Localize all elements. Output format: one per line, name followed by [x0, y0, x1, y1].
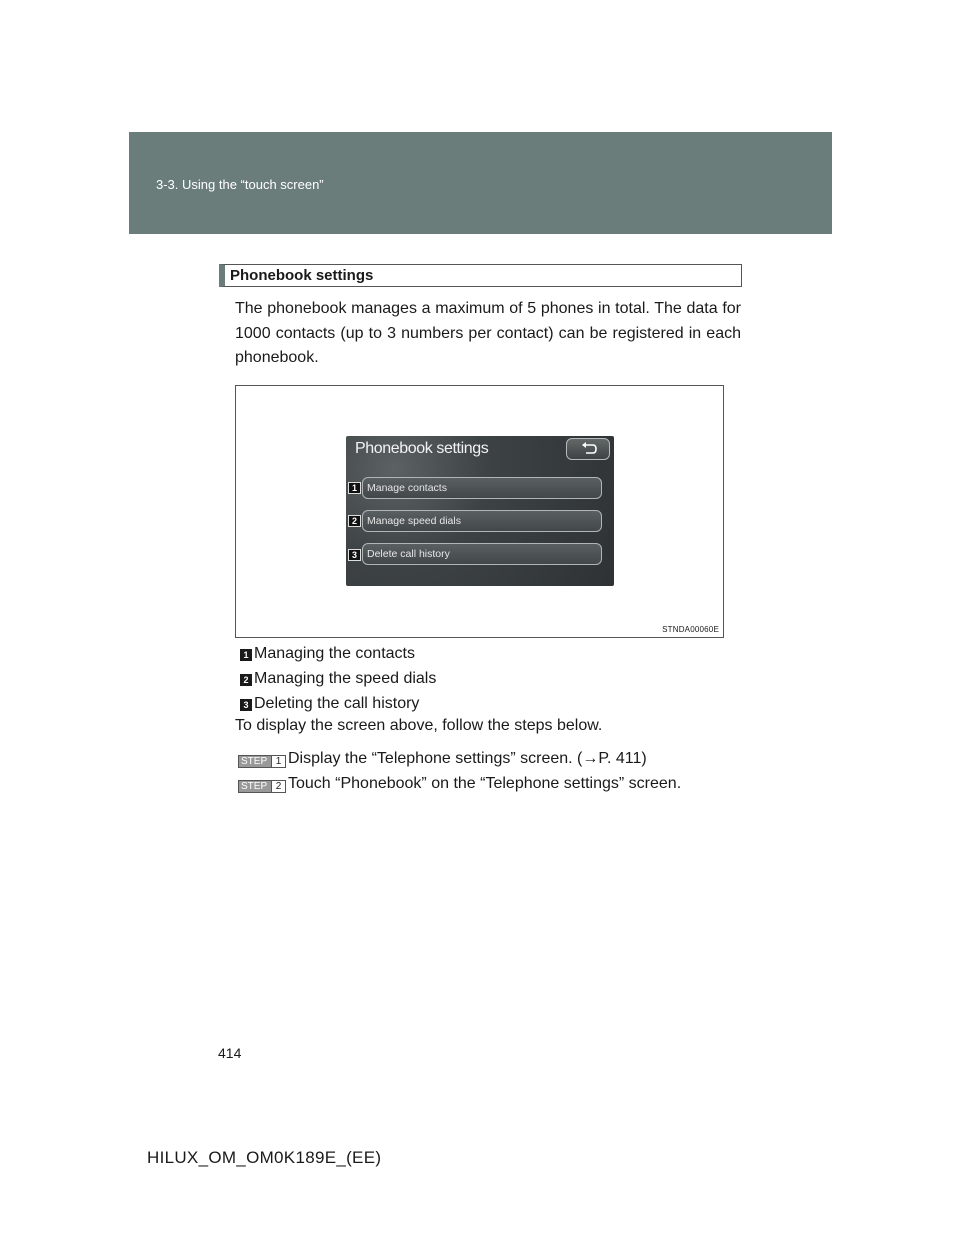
step-text: Touch “Phonebook” on the “Telephone settings” screen. — [288, 775, 682, 792]
step-number: 1 — [271, 756, 285, 767]
back-button[interactable] — [566, 438, 610, 460]
intro-paragraph: The phonebook manages a maximum of 5 phones in total. The data for 1000 contacts (up to 3 numbers per contact) can be registered in each phonebook. — [235, 300, 741, 366]
legend-number-2: 2 — [240, 674, 252, 686]
screen-title: Phonebook settings — [355, 440, 489, 457]
document-footer: HILUX_OM_OM0K189E_(EE) — [147, 1148, 382, 1167]
step-text: Display the “Telephone settings” screen. (→P. 411) — [288, 750, 647, 767]
step-badge — [238, 755, 286, 768]
back-arrow-icon — [580, 442, 598, 456]
section-title: Phonebook settings — [219, 264, 742, 287]
figure-code: STNDA00060E — [662, 625, 719, 634]
section-breadcrumb: 3-3. Using the “touch screen” — [156, 177, 324, 192]
manage-contacts-button[interactable]: Manage contacts — [362, 477, 602, 499]
header-band — [129, 132, 832, 234]
legend-text-1: Managing the contacts — [254, 645, 415, 662]
legend-text-2: Managing the speed dials — [254, 670, 437, 687]
legend-number-3: 3 — [240, 699, 252, 711]
legend-text-3: Deleting the call history — [254, 695, 420, 712]
delete-call-history-button[interactable]: Delete call history — [362, 543, 602, 565]
step-number: 2 — [271, 781, 285, 792]
step-badge — [238, 780, 286, 793]
step-label: STEP — [241, 756, 268, 767]
manage-speed-dials-button[interactable]: Manage speed dials — [362, 510, 602, 532]
page-number: 414 — [218, 1045, 242, 1061]
callout-1: 1 — [348, 482, 361, 494]
callout-3: 3 — [348, 549, 361, 561]
phonebook-settings-screen — [346, 436, 614, 586]
instructions-paragraph: To display the screen above, follow the steps below. — [235, 717, 603, 734]
step-label: STEP — [241, 781, 268, 792]
legend-number-1: 1 — [240, 649, 252, 661]
callout-2: 2 — [348, 515, 361, 527]
